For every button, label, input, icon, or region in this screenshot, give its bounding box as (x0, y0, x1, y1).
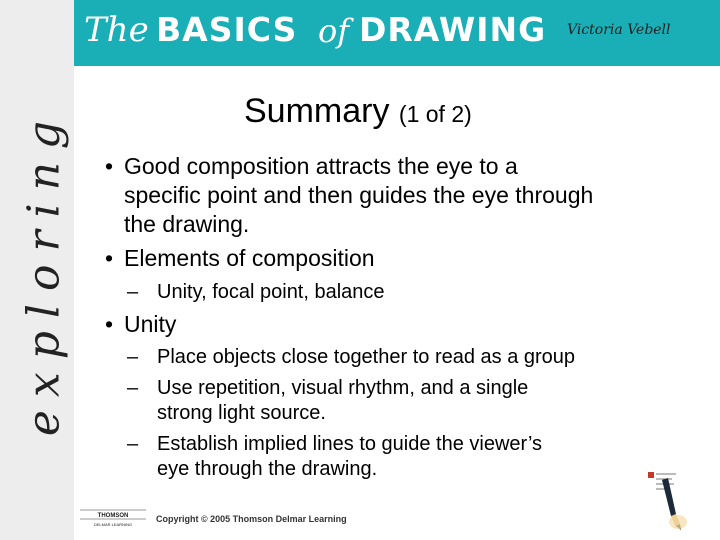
header-word-basics: BASICS (156, 10, 298, 49)
bullet-marker: • (105, 153, 114, 179)
bullet-text: specific point and then guides the eye through (124, 182, 594, 208)
header-word-of: of (318, 12, 350, 50)
publisher-logo-text: THOMSON (97, 513, 129, 519)
slide-title-main: Summary (244, 92, 390, 130)
bullet-marker: • (105, 311, 114, 337)
sub-bullet-text: eye through the drawing. (157, 458, 378, 480)
sub-bullet-marker: – (127, 281, 139, 303)
header-word-drawing: DRAWING (359, 10, 547, 49)
sub-bullet-text: Establish implied lines to guide the viewer’s (157, 433, 543, 455)
bullet-text: the drawing. (124, 211, 250, 237)
header-word-the: The (84, 10, 149, 50)
publisher-logo-subtext: DELMAR LEARNING (93, 522, 133, 527)
bullet-text: Unity (124, 311, 177, 337)
sub-bullet-marker: – (127, 346, 139, 368)
sub-bullet-text: Use repetition, visual rhythm, and a single (157, 377, 529, 399)
copyright-text: Copyright © 2005 Thomson Delmar Learning (156, 514, 347, 524)
header-author: Victoria Vebell (567, 22, 671, 38)
sub-bullet-text: Place objects close together to read as a group (157, 346, 576, 368)
sidebar (0, 0, 74, 540)
sub-bullet-marker: – (127, 433, 139, 455)
bullet-text: Elements of composition (124, 245, 375, 271)
header-banner (74, 0, 720, 66)
sub-bullet-marker: – (127, 377, 139, 399)
bullet-text: Good composition attracts the eye to a (124, 153, 518, 179)
bullet-marker: • (105, 245, 114, 271)
slide-title (244, 92, 472, 131)
pencil-logo-icon (646, 470, 706, 536)
sub-bullet-text: strong light source. (157, 402, 326, 424)
slide-title-sub: (1 of 2) (398, 101, 472, 127)
sidebar-vertical-title: exploring (18, 107, 70, 437)
publisher-logo (80, 508, 146, 528)
sub-bullet-text: Unity, focal point, balance (157, 281, 385, 303)
